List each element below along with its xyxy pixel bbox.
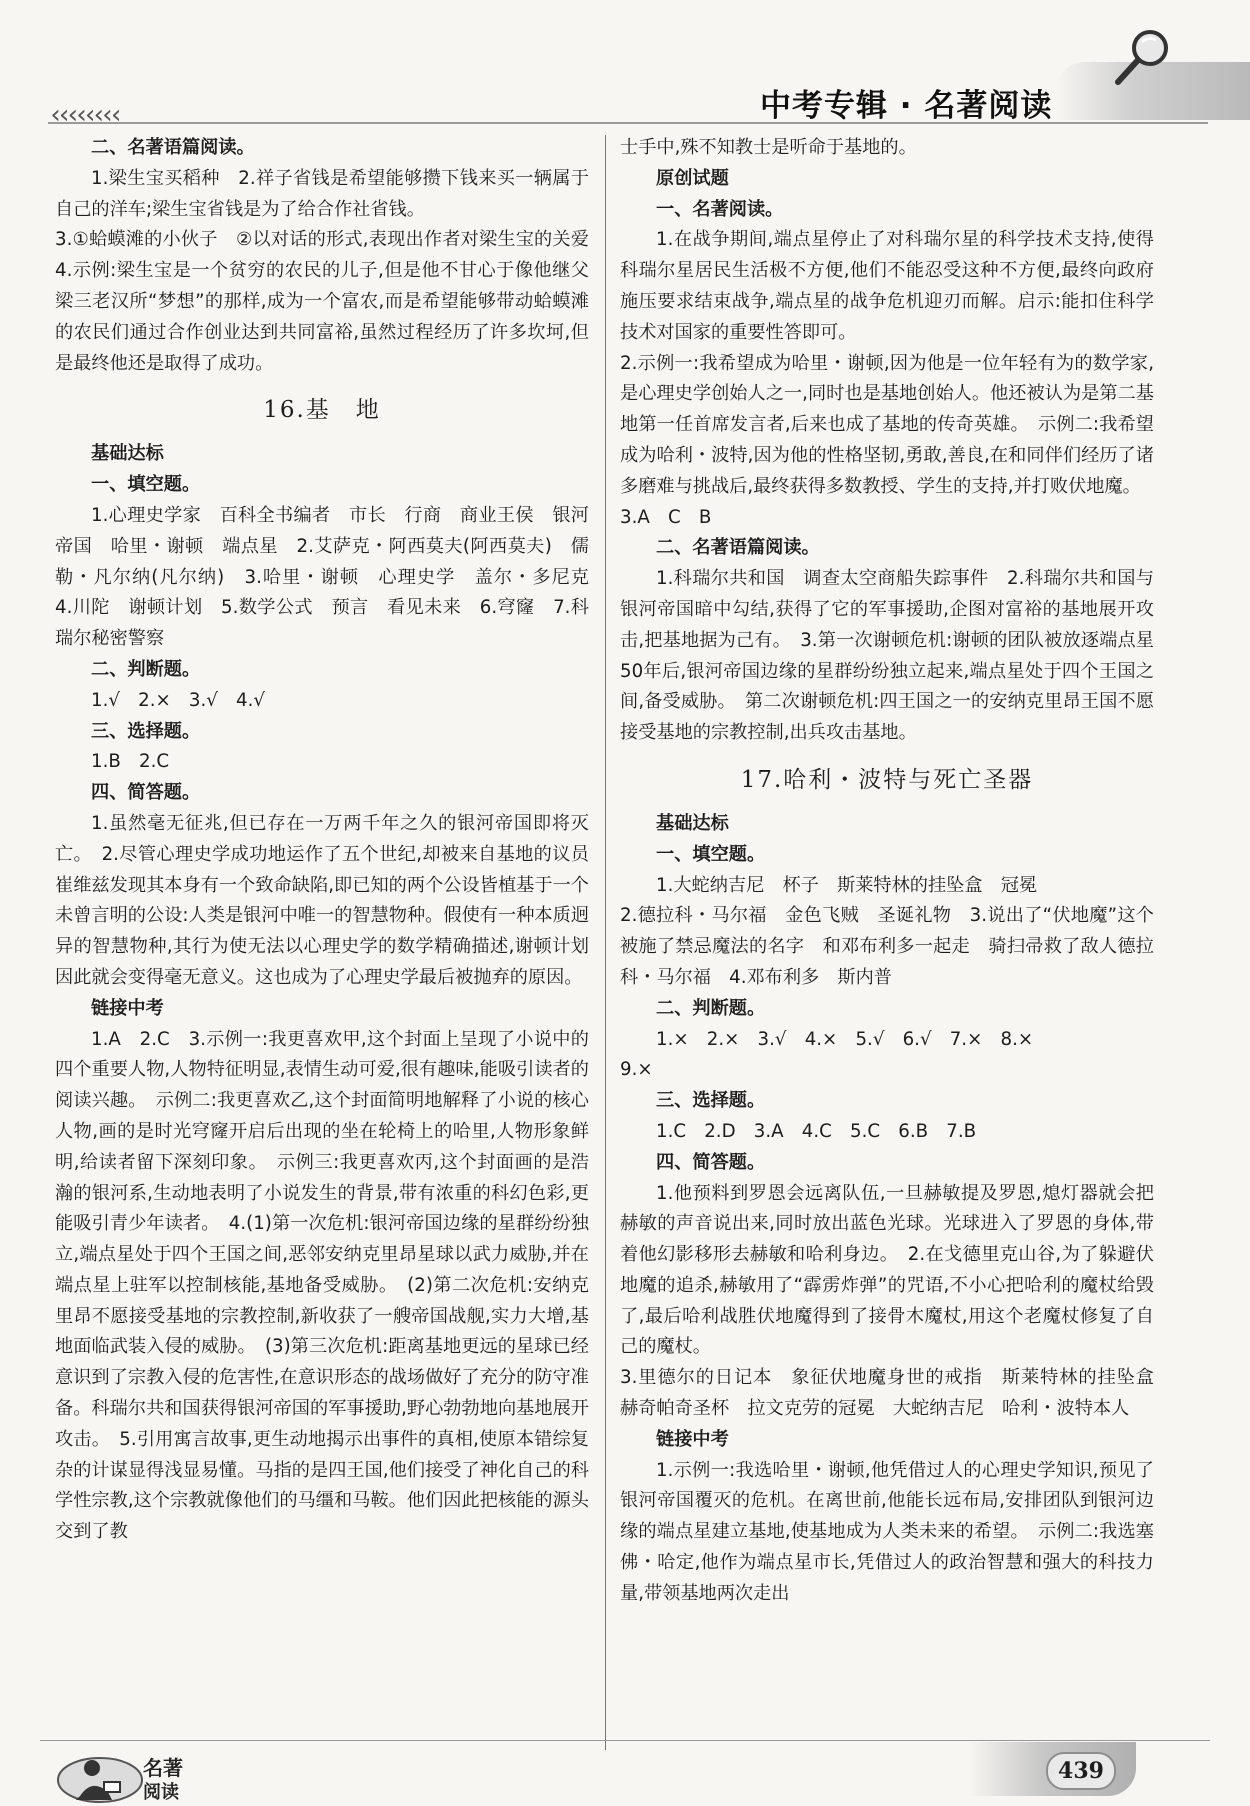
paragraph: 1.× 2.× 3.√ 4.× 5.√ 6.√ 7.× 8.× <box>656 1028 1034 1050</box>
left-column <box>55 133 608 1548</box>
section-heading: 四、简答题。 <box>656 1151 766 1173</box>
section-heading: 二、判断题。 <box>91 658 201 680</box>
paragraph: 1.科瑞尔共和国 调查太空商船失踪事件 2.科瑞尔共和国与银河帝国暗中勾结,获得了它的军事援助,企图对富裕的基地展开攻击,把基地据为己有。 3.第一次谢顿危机:谢顿的团队被放逐端点星50年后,银河帝国边缘的星群纷纷独立起来,端点星处于四个王国之间,备受威胁。 第二次谢顿危机:四王国之一的安纳克里昂王国不愿接受基地的宗教控制,出兵攻击基地。 <box>620 568 1154 744</box>
paragraph: 1.√ 2.× 3.√ 4.√ <box>91 689 265 711</box>
paragraph: 1.虽然毫无征兆,但已存在一万两千年之久的银河帝国即将灭亡。 2.尽管心理史学成功地运作了五个世纪,却被来自基地的议员崔维兹发现其本身有一个致命缺陷,即已知的两个公设皆植基于一个未曾言明的公设:人类是银河中唯一的智慧物种。假使有一种本质迥异的智慧物种,其行为使无法以心理史学的数学精确描述,谢顿计划因此就会变得毫无意义。这也成为了心理史学最后被抛弃的原因。 <box>55 812 589 988</box>
section-heading: 基础达标 <box>91 443 164 465</box>
chapter-title: 17.哈利・波特与死亡圣器 <box>740 766 1034 793</box>
page-header <box>0 0 1250 130</box>
paragraph: 1.他预料到罗恩会远离队伍,一旦赫敏提及罗恩,熄灯器就会把赫敏的声音说出来,同时放出蓝色光球。光球进入了罗恩的身体,带着他幻影移形去赫敏和哈利身边。 2.在戈德里克山谷,为了躲避伏地魔的追杀,赫敏用了“霹雳炸弹”的咒语,不小心把哈利的魔杖给毁了,最后哈利战胜伏地魔得到了接骨木魔杖,用这个老魔杖修复了自己的魔杖。 <box>620 1182 1154 1358</box>
logo-subtitle: 阅读 <box>143 1782 179 1803</box>
paragraph: 3.A C B <box>620 506 712 528</box>
section-heading: 原创试题 <box>656 167 729 189</box>
footer-rule <box>40 1740 1210 1741</box>
header-title: 中考专辑 · 名著阅读 <box>760 88 1053 124</box>
header-rule <box>48 122 1208 124</box>
section-heading: 二、名著语篇阅读。 <box>656 537 820 559</box>
section-heading: 基础达标 <box>656 812 729 834</box>
paragraph: 1.大蛇纳吉尼 杯子 斯莱特林的挂坠盒 冠冕 <box>656 874 1038 896</box>
section-heading: 一、填空题。 <box>656 843 766 865</box>
paragraph: 2.德拉科・马尔福 金色飞贼 圣诞礼物 3.说出了“伏地魔”这个被施了禁忌魔法的名字 和邓布利多一起走 骑扫帚救了敌人德拉科・马尔福 4.邓布利多 斯内普 <box>620 905 1154 988</box>
paragraph: 3.里德尔的日记本 象征伏地魔身世的戒指 斯莱特林的挂坠盒 赫奇帕奇圣杯 拉文克劳的冠冕 大蛇纳吉尼 哈利・波特本人 <box>620 1367 1173 1420</box>
right-column <box>620 133 1173 1610</box>
section-heading: 一、填空题。 <box>91 474 201 496</box>
section-heading: 链接中考 <box>656 1428 729 1450</box>
column-divider <box>605 135 606 1750</box>
section-heading: 三、选择题。 <box>656 1090 766 1112</box>
paragraph: 1.梁生宝买稻种 2.祥子省钱是希望能够攒下钱来买一辆属于自己的洋车;梁生宝省钱是为了给合作社省钱。 <box>55 167 589 220</box>
section-heading: 四、简答题。 <box>91 782 201 804</box>
page-number: 439 <box>1046 1752 1116 1790</box>
paragraph: 9.× <box>620 1059 653 1081</box>
section-heading: 二、判断题。 <box>656 997 766 1019</box>
paragraph: 1.C 2.D 3.A 4.C 5.C 6.B 7.B <box>656 1120 977 1142</box>
paragraph: 士手中,殊不知教士是听命于基地的。 <box>620 137 917 158</box>
section-heading: 三、选择题。 <box>91 720 201 742</box>
paragraph: 1.A 2.C 3.示例一:我更喜欢甲,这个封面上呈现了小说中的四个重要人物,人物特征明显,表情生动可爱,很有趣味,能吸引读者的阅读兴趣。 示例二:我更喜欢乙,这个封面简明地解释了小说的核心人物,画的是时光穹窿开启后出现的坐在轮椅上的哈里,人物形象鲜明,给读者留下深刻印象。 示例三:我更喜欢丙,这个封面画的是浩瀚的银河系,生动地表明了小说发生的背景,带有浓重的科幻色彩,更能吸引青少年读者。 4.(1)第一次危机:银河帝国边缘的星群纷纷独立,端点星处于四个王国之间,恶邻安纳克里昂星球以武力威胁,并在端点星上驻军以控制核能,基地备受威胁。 (2)第二次危机:安纳克里昂不愿接受基地的宗教控制,新收获了一艘帝国战舰,实力大增,基地面临武装入侵的威胁。 (3)第三次危机:距离基地更远的星球已经意识到了宗教入侵的危害性,在意识形态的战场做好了充分的防守准备。科瑞尔共和国获得银河帝国的军事援助,野心勃勃地向基地展开攻击。 5.引用寓言故事,更生动地揭示出事件的真相,使原本错综复杂的计谋显得浅显易懂。马指的是四王国,他们接受了神化自己的科学性宗教,这个宗教就像他们的马缰和马鞍。他们因此把核能的源头交到了教 <box>55 1028 589 1543</box>
section-heading: 二、名著语篇阅读。 <box>91 137 255 158</box>
section-heading: 一、名著阅读。 <box>656 198 784 220</box>
logo-name: 名著 <box>143 1756 183 1780</box>
paragraph: 1.B 2.C <box>91 751 170 773</box>
paragraph: 1.心理史学家 百科全书编者 市长 行商 商业王侯 银河帝国 哈里・谢顿 端点星 2.艾萨克・阿西莫夫(阿西莫夫) 儒勒・凡尔纳(凡尔纳) 3.哈里・谢顿 心理史学 盖尔・多尼克 4.川陀 谢顿计划 5.数学公式 预言 看见未来 6.穹窿 7.科瑞尔秘密警察 <box>55 504 608 650</box>
chapter-title: 16.基 地 <box>263 397 381 424</box>
paragraph: 3.①蛤蟆滩的小伙子 ②以对话的形式,表现出作者对梁生宝的关爱 4.示例:梁生宝是一个贫穷的农民的儿子,但是他不甘心于像他继父梁三老汉所“梦想”的那样,成为一个富农,而是希望能够带动蛤蟆滩的农民们通过合作创业达到共同富裕,虽然过程经历了许多坎坷,但是最终他还是取得了成功。 <box>55 229 608 374</box>
paragraph: 2.示例一:我希望成为哈里・谢顿,因为他是一位年轻有为的数学家,是心理史学创始人之一,同时也是基地创始人。他还被认为是第二基地第一任首席发言者,后来也成了基地的传奇英雄。 示例二:我希望成为哈利・波特,因为他的性格坚韧,勇敢,善良,在和同伴们经历了诸多磨难与挑战后,最终获得多数教授、学生的支持,并打败伏地魔。 <box>620 352 1154 497</box>
magnifier-icon <box>1110 22 1180 92</box>
section-heading: 链接中考 <box>91 997 164 1019</box>
paragraph: 1.示例一:我选哈里・谢顿,他凭借过人的心理史学知识,预见了银河帝国覆灭的危机。在离世前,他能长远布局,安排团队到银河边缘的端点星建立基地,使基地成为人类未来的希望。 示例二:我选塞佛・哈定,他作为端点星市长,凭借过人的政治智慧和强大的科技力量,带领基地两次走出 <box>620 1459 1154 1604</box>
chevron-decoration-icon: ‹‹‹‹‹‹‹‹ <box>48 100 118 130</box>
paragraph: 1.在战争期间,端点星停止了对科瑞尔星的科学技术支持,使得科瑞尔星居民生活极不方便,他们不能忍受这种不方便,最终向政府施压要求结束战争,端点星的战争危机迎刃而解。启示:能扣住科学技术对国家的重要性答即可。 <box>620 229 1154 343</box>
